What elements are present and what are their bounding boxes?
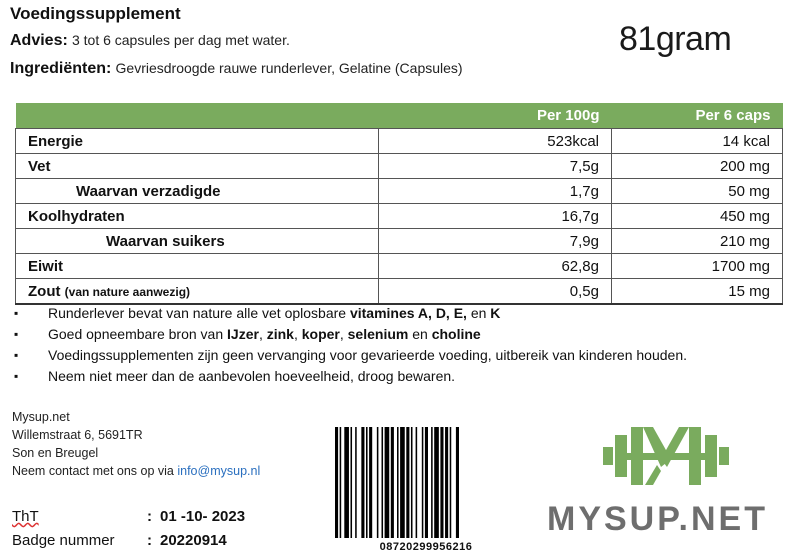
barcode-image	[331, 425, 521, 540]
barcode-bar	[431, 427, 433, 538]
barcode-bar	[406, 427, 409, 538]
list-item: ▪ Goed opneembare bron van IJzer, zink, koper, selenium en choline	[14, 324, 687, 345]
barcode-number: 08720299956216	[379, 541, 473, 553]
street: Willemstraat 6, 5691TR	[12, 428, 143, 442]
bullet-text: en	[466, 305, 491, 321]
barcode-bar	[335, 427, 338, 538]
table-header-per100: Per 100g	[379, 103, 612, 129]
barcode-bar	[385, 427, 390, 538]
separator: :	[147, 532, 152, 549]
barcode-bar	[340, 427, 342, 538]
row-note: (van nature aanwezig)	[64, 284, 191, 299]
row-label: Vet	[16, 154, 379, 179]
advies-line	[10, 32, 290, 50]
row-label: Energie	[16, 129, 379, 154]
table-row	[16, 129, 783, 154]
row-per6: 50 mg	[612, 179, 783, 204]
barcode-bar	[391, 427, 394, 538]
contact-line	[12, 462, 260, 480]
barcode-bar	[440, 427, 443, 538]
barcode-bar	[344, 427, 349, 538]
dates-block	[12, 508, 292, 556]
barcode-bar	[445, 427, 448, 538]
bullet-bold: IJzer	[227, 326, 259, 342]
row-per6: 15 mg	[612, 279, 783, 305]
row-per6: 450 mg	[612, 204, 783, 229]
ingredienten-label: Ingrediënten:	[10, 60, 112, 77]
table-row	[16, 279, 783, 305]
row-label-cell	[16, 279, 379, 305]
badge-label: Badge nummer	[12, 532, 115, 549]
bullet-text: Runderlever bevat van nature alle vet oplosbare	[48, 305, 350, 321]
barcode-bar	[366, 427, 368, 538]
table-row	[16, 179, 783, 204]
barcode-bar	[397, 427, 399, 538]
product-title: Voedingssupplement	[10, 4, 181, 23]
row-per100: 7,5g	[379, 154, 612, 179]
barcode-bar	[416, 427, 418, 538]
barcode-bar	[400, 427, 405, 538]
badge-row	[12, 532, 292, 556]
row-per6: 14 kcal	[612, 129, 783, 154]
city: Son en Breugel	[12, 446, 99, 460]
row-per6: 210 mg	[612, 229, 783, 254]
badge-value: 20220914	[160, 532, 227, 549]
barcode-bar	[434, 427, 439, 538]
row-label: Eiwit	[16, 254, 379, 279]
row-per6: 1700 mg	[612, 254, 783, 279]
address-block	[12, 408, 260, 480]
row-per100: 523kcal	[379, 129, 612, 154]
barcode-bar	[450, 427, 452, 538]
list-item: ▪ Neem niet meer dan de aanbevolen hoeveelheid, droog bewaren.	[14, 366, 687, 387]
table-row	[16, 254, 783, 279]
table-header-blank	[16, 103, 379, 129]
barcode-bar	[456, 427, 459, 538]
info-bullets	[14, 303, 687, 387]
barcode-bar	[361, 427, 364, 538]
table-row	[16, 229, 783, 254]
table-row	[16, 204, 783, 229]
ingredienten-value: Gevriesdroogde rauwe runderlever, Gelatine (Capsules)	[115, 60, 463, 76]
row-label: Zout	[28, 282, 61, 300]
bullet-text: en	[408, 326, 432, 342]
company-name: Mysup.net	[12, 410, 70, 424]
separator: :	[147, 508, 152, 525]
bullet-bold: K	[490, 305, 501, 321]
barcode-bar	[382, 427, 384, 538]
row-per6: 200 mg	[612, 154, 783, 179]
bullet-bold: zink	[266, 326, 294, 342]
tht-row	[12, 508, 292, 532]
bullet-bold: selenium	[347, 326, 409, 342]
list-item	[14, 303, 687, 324]
bullet-text: Goed opneembare bron van	[48, 326, 228, 342]
ingredienten-line	[10, 60, 463, 78]
table-header-row	[16, 103, 783, 129]
row-per100: 62,8g	[379, 254, 612, 279]
advies-value: 3 tot 6 capsules per dag met water.	[71, 32, 290, 48]
brand-wordmark: MYSUP.NET	[547, 500, 768, 538]
bullet-bold: vitamines A, D, E,	[349, 305, 467, 321]
barcode-bar	[411, 427, 413, 538]
bullet-bold: choline	[431, 326, 481, 342]
row-per100: 16,7g	[379, 204, 612, 229]
table-header-per6: Per 6 caps	[612, 103, 783, 129]
list-item: ▪ Voedingssupplementen zijn geen vervanging voor gevarieerde voeding, uitbereik van kinderen houden.	[14, 345, 687, 366]
net-weight: 81gram	[619, 20, 732, 58]
email-link[interactable]: info@mysup.nl	[177, 464, 261, 478]
barcode-bar	[422, 427, 424, 538]
row-per100: 7,9g	[379, 229, 612, 254]
contact-text: Neem contact met ons op via	[12, 464, 178, 478]
nutrition-table	[15, 103, 783, 305]
row-per100: 0,5g	[379, 279, 612, 305]
barcode-bar	[369, 427, 372, 538]
barcode-bar	[351, 427, 353, 538]
advies-label: Advies:	[10, 32, 68, 49]
bullet-bold: koper	[301, 326, 340, 342]
barcode-bar	[377, 427, 379, 538]
row-label: Koolhydraten	[16, 204, 379, 229]
table-row	[16, 154, 783, 179]
row-label: Waarvan verzadigde	[16, 179, 379, 204]
tht-value: 01 -10- 2023	[160, 508, 246, 525]
row-per100: 1,7g	[379, 179, 612, 204]
dumbbell-m-logo-icon	[601, 425, 731, 487]
row-label: Waarvan suikers	[16, 229, 379, 254]
tht-label: ThT	[12, 508, 39, 525]
barcode-bar	[355, 427, 357, 538]
barcode-bar	[425, 427, 428, 538]
